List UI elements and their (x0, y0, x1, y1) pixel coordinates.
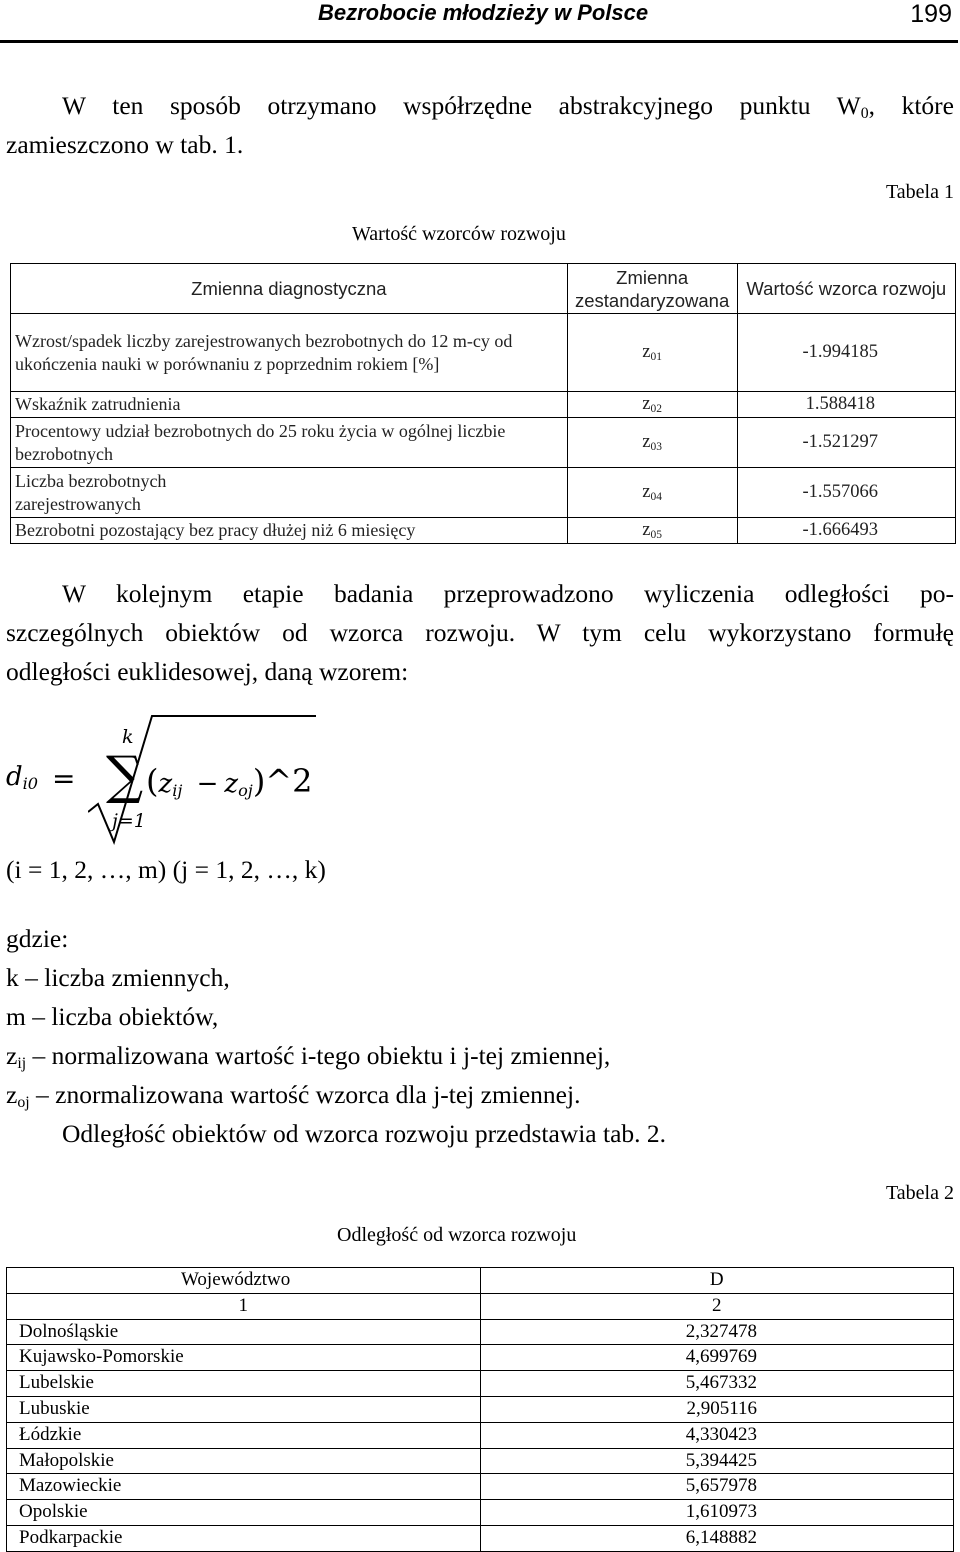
intro-line-1 (6, 86, 954, 125)
para2-line-2: szczególnych obiektów od wzorca rozwoju. W tym celu wykorzystano formułę (6, 618, 954, 647)
voivodeship-name: Lubelskie (7, 1371, 481, 1397)
table-row (11, 314, 956, 392)
table2-number-cell: 2 (480, 1293, 953, 1319)
distance-value: 4,330423 (480, 1422, 953, 1448)
variable-name: Wskaźnik zatrudnienia (11, 392, 568, 418)
pattern-value: -1.994185 (737, 314, 955, 392)
formula-z-ij-sub: ij (172, 781, 183, 801)
voivodeship-name: Małopolskie (7, 1448, 481, 1474)
z-letter: z (642, 520, 651, 540)
z-sub: 04 (650, 490, 662, 503)
formula-body (146, 762, 312, 800)
z-symbol (567, 468, 737, 518)
legend-gdzie: gdzie: (6, 924, 69, 953)
table2-header-row (7, 1268, 954, 1294)
legend-zij-symbol: z (6, 1041, 18, 1070)
z-sub: 03 (650, 440, 662, 453)
distance-value: 6,148882 (480, 1525, 953, 1551)
voivodeship-name: Mazowieckie (7, 1474, 481, 1500)
table-row (7, 1371, 954, 1397)
z-sub: 01 (650, 350, 662, 363)
z-symbol (567, 518, 737, 544)
table-row (7, 1474, 954, 1500)
formula-equals: = (52, 762, 76, 795)
formula-open-paren: ( (146, 762, 159, 800)
z-sub: 02 (650, 402, 662, 415)
voivodeship-name: Kujawsko-Pomorskie (7, 1345, 481, 1371)
table-row (7, 1396, 954, 1422)
distance-value: 5,394425 (480, 1448, 953, 1474)
table1-label: Tabela 1 (885, 181, 954, 203)
header-rule (0, 40, 958, 43)
pattern-value: -1.521297 (737, 418, 955, 468)
table-row (11, 468, 956, 518)
voivodeship-name: Lubuskie (7, 1396, 481, 1422)
table2-caption: Odległość od wzorca rozwoju (337, 1224, 577, 1246)
table-row (7, 1422, 954, 1448)
sum-sigma-icon: ∑ (106, 746, 144, 806)
pattern-value: -1.666493 (737, 518, 955, 544)
voivodeship-name: Podkarpackie (7, 1525, 481, 1551)
table2-header-cell: Województwo (7, 1268, 481, 1294)
table2-number-row (7, 1293, 954, 1319)
table2-header-cell: D (480, 1268, 953, 1294)
intro-text: W ten sposób otrzymano współrzędne abstrakcyjnego punktu W (62, 91, 861, 120)
variable-name: Wzrost/spadek liczby zarejestrowanych bezrobotnych do 12 m-cy od ukończenia nauki w porównaniu z poprzednim rokiem [%] (11, 314, 568, 392)
formula-close-paren-pow: )^2 (252, 762, 313, 800)
formula-d: d (6, 762, 23, 792)
voivodeship-name: Opolskie (7, 1500, 481, 1526)
para2-line-3: odległości euklidesowej, daną wzorem: (6, 657, 409, 686)
table-row (7, 1500, 954, 1526)
legend-zij-sub: ij (17, 1054, 27, 1072)
legend-zoj-symbol: z (6, 1080, 18, 1109)
table2 (6, 1267, 954, 1552)
z-letter: z (642, 394, 651, 414)
legend-final: Odległość obiektów od wzorca rozwoju przedstawia tab. 2. (62, 1119, 667, 1148)
table2-label: Tabela 2 (885, 1182, 954, 1204)
distance-value: 2,905116 (480, 1396, 953, 1422)
legend-zoj-text: – znormalizowana wartość wzorca dla j-tej zmiennej. (29, 1080, 581, 1109)
table1 (10, 263, 956, 544)
pattern-value: -1.557066 (737, 468, 955, 518)
table-row (7, 1525, 954, 1551)
para2-text: W kolejnym etapie badania przeprowadzono wyliczenia odległości po- (62, 579, 954, 608)
table-row (11, 392, 956, 418)
table2-number-cell: 1 (7, 1293, 481, 1319)
legend-k: k – liczba zmiennych, (6, 963, 230, 992)
distance-value: 4,699769 (480, 1345, 953, 1371)
variable-name: Procentowy udział bezrobotnych do 25 roku życia w ogólnej liczbie bezrobotnych (11, 418, 568, 468)
table-row (7, 1319, 954, 1345)
table1-caption: Wartość wzorców rozwoju (352, 223, 566, 245)
legend-zoj (6, 1075, 954, 1114)
z-letter: z (642, 432, 651, 452)
table-row (7, 1448, 954, 1474)
formula-lhs (6, 762, 38, 792)
formula-d-sub: i0 (22, 774, 39, 794)
table-row (7, 1345, 954, 1371)
z-symbol (567, 418, 737, 468)
table1-header-cell: Zmienna diagnostyczna (11, 264, 568, 314)
intro-sub: 0 (860, 104, 869, 122)
distance-value: 2,327478 (480, 1319, 953, 1345)
variable-name: Bezrobotni pozostający bez pracy dłużej niż 6 miesięcy (11, 518, 568, 544)
table-row (11, 518, 956, 544)
z-sub: 05 (650, 528, 662, 541)
variable-name: Liczba bezrobotnych zarejestrowanych (11, 468, 568, 518)
distance-value: 5,657978 (480, 1474, 953, 1500)
table1-header-cell: Wartość wzorca rozwoju (737, 264, 955, 314)
running-header-title: Bezrobocie młodzieży w Polsce (318, 0, 649, 25)
z-letter: z (642, 342, 651, 362)
legend-zoj-sub: oj (17, 1093, 30, 1111)
sum-lower-limit: j=1 (112, 810, 146, 832)
distance-value: 1,610973 (480, 1500, 953, 1526)
voivodeship-name: Dolnośląskie (7, 1319, 481, 1345)
formula-minus: − (196, 769, 219, 799)
para2-line-1 (6, 574, 954, 613)
z-symbol (567, 314, 737, 392)
z-symbol (567, 392, 737, 418)
table-row (11, 418, 956, 468)
page-number: 199 (910, 0, 952, 28)
legend-zij-text: – normalizowana wartość i-tego obiektu i j-tej zmiennej, (26, 1041, 611, 1070)
formula-ranges: (i = 1, 2, …, m) (j = 1, 2, …, k) (6, 855, 326, 884)
voivodeship-name: Łódzkie (7, 1422, 481, 1448)
z-letter: z (642, 482, 651, 502)
formula-z-oj: z (224, 769, 239, 799)
intro-text-end: , które (868, 91, 954, 120)
formula-z-ij: z (158, 769, 173, 799)
sum-upper-limit: k (122, 726, 134, 748)
intro-line-2: zamieszczono w tab. 1. (6, 130, 244, 159)
pattern-value: 1.588418 (737, 392, 955, 418)
table1-header-cell: Zmienna zestandaryzowana (567, 264, 737, 314)
legend-zij (6, 1036, 954, 1075)
legend-m: m – liczba obiektów, (6, 1002, 219, 1031)
distance-value: 5,467332 (480, 1371, 953, 1397)
formula-z-oj-sub: oj (238, 781, 253, 801)
table1-header-row (11, 264, 956, 314)
